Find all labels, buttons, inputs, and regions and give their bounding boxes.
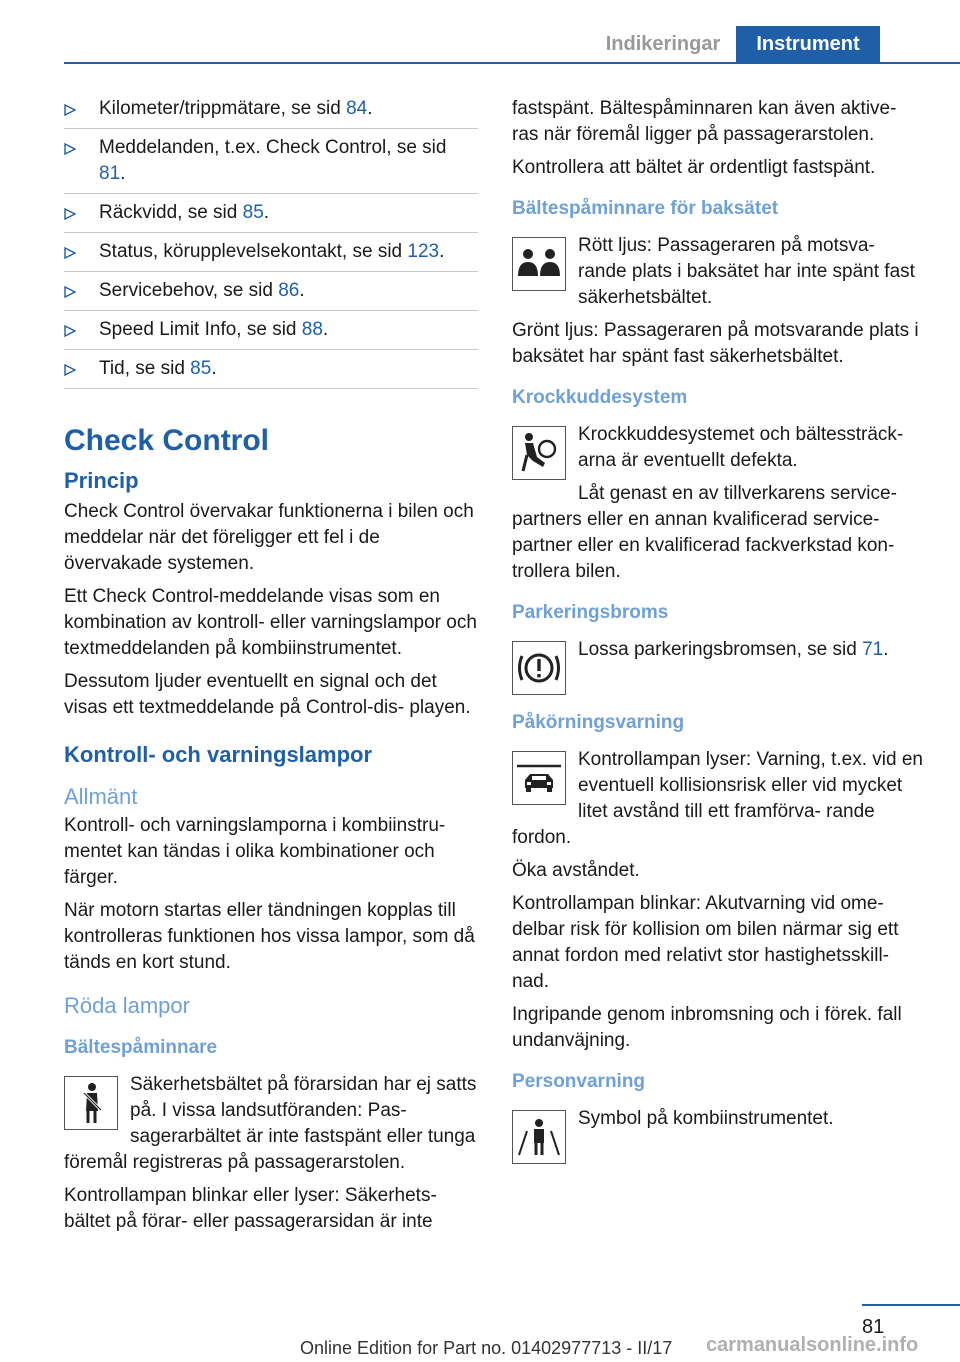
belt-reminder-block xyxy=(64,1072,478,1176)
triangle-right-icon xyxy=(64,325,76,337)
airbag-block xyxy=(512,422,928,474)
watermark: carmanualsonline.info xyxy=(706,1334,919,1356)
page-ref-link[interactable]: 81 xyxy=(99,163,121,184)
bullet-list xyxy=(64,96,478,389)
bullet-tail: . xyxy=(322,319,329,340)
allmant-paragraph-1: Kontroll- och varningslamporna i kombiinstru- mentet kan tändas i olika kombinationer och färger. xyxy=(64,815,446,888)
collision-warning-paragraph-2: Öka avståndet. xyxy=(512,860,640,881)
rear-belt-paragraph-2: Grönt ljus: Passageraren på motsvarande plats i baksätet har spänt fast säkerhetsbältet. xyxy=(512,320,919,367)
belt-reminder-paragraph-1: Säkerhetsbältet på förarsidan har ej satts på. I vissa landsutföranden: Pas- sagerarbältet är inte fastspänt eller tunga föremål registreras på passagerarstolen. xyxy=(64,1074,477,1173)
page-ref-link[interactable]: 84 xyxy=(346,98,368,119)
bullet-tail: . xyxy=(263,202,270,223)
collision-warning-heading: Påkörningsvarning xyxy=(512,712,685,733)
allmant-heading: Allmänt xyxy=(64,784,138,809)
bullet-text: Speed Limit Info, se sid xyxy=(99,319,302,340)
allmant-paragraph-2: När motorn startas eller tändningen kopplas till kontrolleras funktionen hos vissa lampor, som då tänds en kort stund. xyxy=(64,900,475,973)
belt-check-paragraph: Kontrollera att bältet är ordentligt fastspänt. xyxy=(512,157,876,178)
airbag-paragraph-1: Krockkuddesystemet och bältessträck- arna är eventuellt defekta. xyxy=(578,424,904,471)
bullet-text: Servicebehov, se sid xyxy=(99,280,279,301)
person-warning-paragraph: Symbol på kombiinstrumentet. xyxy=(578,1108,834,1129)
collision-warning-paragraph-1: Kontrollampan lyser: Varning, t.ex. vid en eventuell kollisionsrisk eller vid mycket litet avstånd till ett framförva- rande fordon. xyxy=(512,749,923,848)
airbag-paragraph-2: Låt genast en av tillverkarens service- partners eller en annan kvalificerad service- partner eller en kvalificerad fackverkstad kon- trollera bilen. xyxy=(512,483,897,582)
belt-continuation-paragraph: fastspänt. Bältespåminnaren kan även aktive- ras när föremål ligger på passagerarstolen. xyxy=(512,98,897,145)
airbag-heading: Krockkuddesystem xyxy=(512,387,688,408)
pedestrian-warning-icon xyxy=(512,1110,566,1164)
list-item xyxy=(64,135,478,194)
princip-paragraph-3: Dessutom ljuder eventuellt en signal och det visas ett textmeddelande på Control-dis- playen. xyxy=(64,671,471,718)
bullet-text: Meddelanden, t.ex. Check Control, se sid xyxy=(99,137,447,158)
rear-seat-occupants-icon xyxy=(512,237,566,291)
triangle-right-icon xyxy=(64,104,76,116)
footer-rule xyxy=(862,1304,960,1306)
princip-paragraph-2: Ett Check Control-meddelande visas som en kombination av kontroll- eller varningslampor och textmeddelanden på kombiinstrumentet. xyxy=(64,586,477,659)
bullet-text: Status, körupplevelsekontakt, se sid xyxy=(99,241,408,262)
rear-belt-paragraph-1: Rött ljus: Passageraren på motsva- rande plats i baksätet har inte spänt fast säkerhetsbältet. xyxy=(578,235,915,308)
page-header xyxy=(0,0,960,64)
car-collision-icon xyxy=(512,751,566,805)
bullet-tail: . xyxy=(120,163,126,184)
triangle-right-icon xyxy=(64,143,76,155)
list-item xyxy=(64,278,478,311)
princip-paragraph-1: Check Control övervakar funktionerna i bilen och meddelar när det föreligger ett fel i de övervakade systemen. xyxy=(64,501,474,574)
person-warning-block xyxy=(512,1106,928,1132)
bullet-text: Tid, se sid xyxy=(99,358,191,379)
rear-belt-block xyxy=(512,233,928,311)
collision-warning-block xyxy=(512,747,928,851)
page-ref-link[interactable]: 85 xyxy=(190,358,212,379)
list-item xyxy=(64,239,478,272)
list-item xyxy=(64,200,478,233)
triangle-right-icon xyxy=(64,247,76,259)
parking-brake-heading: Parkeringsbroms xyxy=(512,602,669,623)
parking-brake-block xyxy=(512,637,928,695)
page-ref-link[interactable]: 88 xyxy=(301,319,323,340)
page-ref-link[interactable]: 86 xyxy=(278,280,300,301)
parking-brake-text: Lossa parkeringsbromsen, se sid xyxy=(578,639,863,660)
left-column xyxy=(64,96,478,1242)
edition-text: Online Edition for Part no. 01402977713 - II/17 xyxy=(300,1338,673,1358)
roda-lampor-heading: Röda lampor xyxy=(64,993,190,1018)
list-item xyxy=(64,96,478,129)
header-tab-indikeringar: Indikeringar xyxy=(605,33,721,55)
triangle-right-icon xyxy=(64,208,76,220)
princip-heading: Princip xyxy=(64,468,139,493)
list-item xyxy=(64,317,478,350)
collision-warning-paragraph-3: Kontrollampan blinkar: Akutvarning vid ome- delbar risk för kollision om bilen närmar sig ett annat fordon med relativt stor hastighetsskill- nad. xyxy=(512,893,899,992)
bullet-text: Kilometer/trippmätare, se sid xyxy=(99,98,347,119)
parking-brake-icon xyxy=(512,641,566,695)
header-tab-instrument: Instrument xyxy=(736,26,880,62)
parking-brake-paragraph xyxy=(512,637,928,663)
page-number: 81 xyxy=(862,1316,885,1338)
airbag-icon xyxy=(512,426,566,480)
header-rule xyxy=(64,62,960,64)
bullet-tail: . xyxy=(367,98,373,119)
seatbelt-reminder-icon xyxy=(64,1076,118,1130)
bullet-text: Räckvidd, se sid xyxy=(99,202,243,223)
page-ref-link[interactable]: 71 xyxy=(862,639,884,660)
right-column xyxy=(512,96,928,1166)
bullet-tail: . xyxy=(299,280,305,301)
person-warning-heading: Personvarning xyxy=(512,1071,646,1092)
triangle-right-icon xyxy=(64,364,76,376)
bullet-tail: . xyxy=(439,241,445,262)
belt-reminder-paragraph-2: Kontrollampan blinkar eller lyser: Säkerhets- bältet på förar- eller passagerarsidan är inte xyxy=(64,1185,437,1232)
rear-belt-heading: Bältespåminnare för baksätet xyxy=(512,198,779,219)
lamps-heading: Kontroll- och varningslampor xyxy=(64,742,373,767)
triangle-right-icon xyxy=(64,286,76,298)
bullet-tail: . xyxy=(211,358,217,379)
belt-reminder-heading: Bältespåminnare xyxy=(64,1037,218,1058)
list-item xyxy=(64,356,478,389)
page-ref-link[interactable]: 123 xyxy=(407,241,440,262)
parking-brake-tail: . xyxy=(883,639,889,660)
collision-warning-paragraph-4: Ingripande genom inbromsning och i förek. fall undanväjning. xyxy=(512,1004,902,1051)
page-ref-link[interactable]: 85 xyxy=(242,202,264,223)
section-title: Check Control xyxy=(64,424,270,457)
